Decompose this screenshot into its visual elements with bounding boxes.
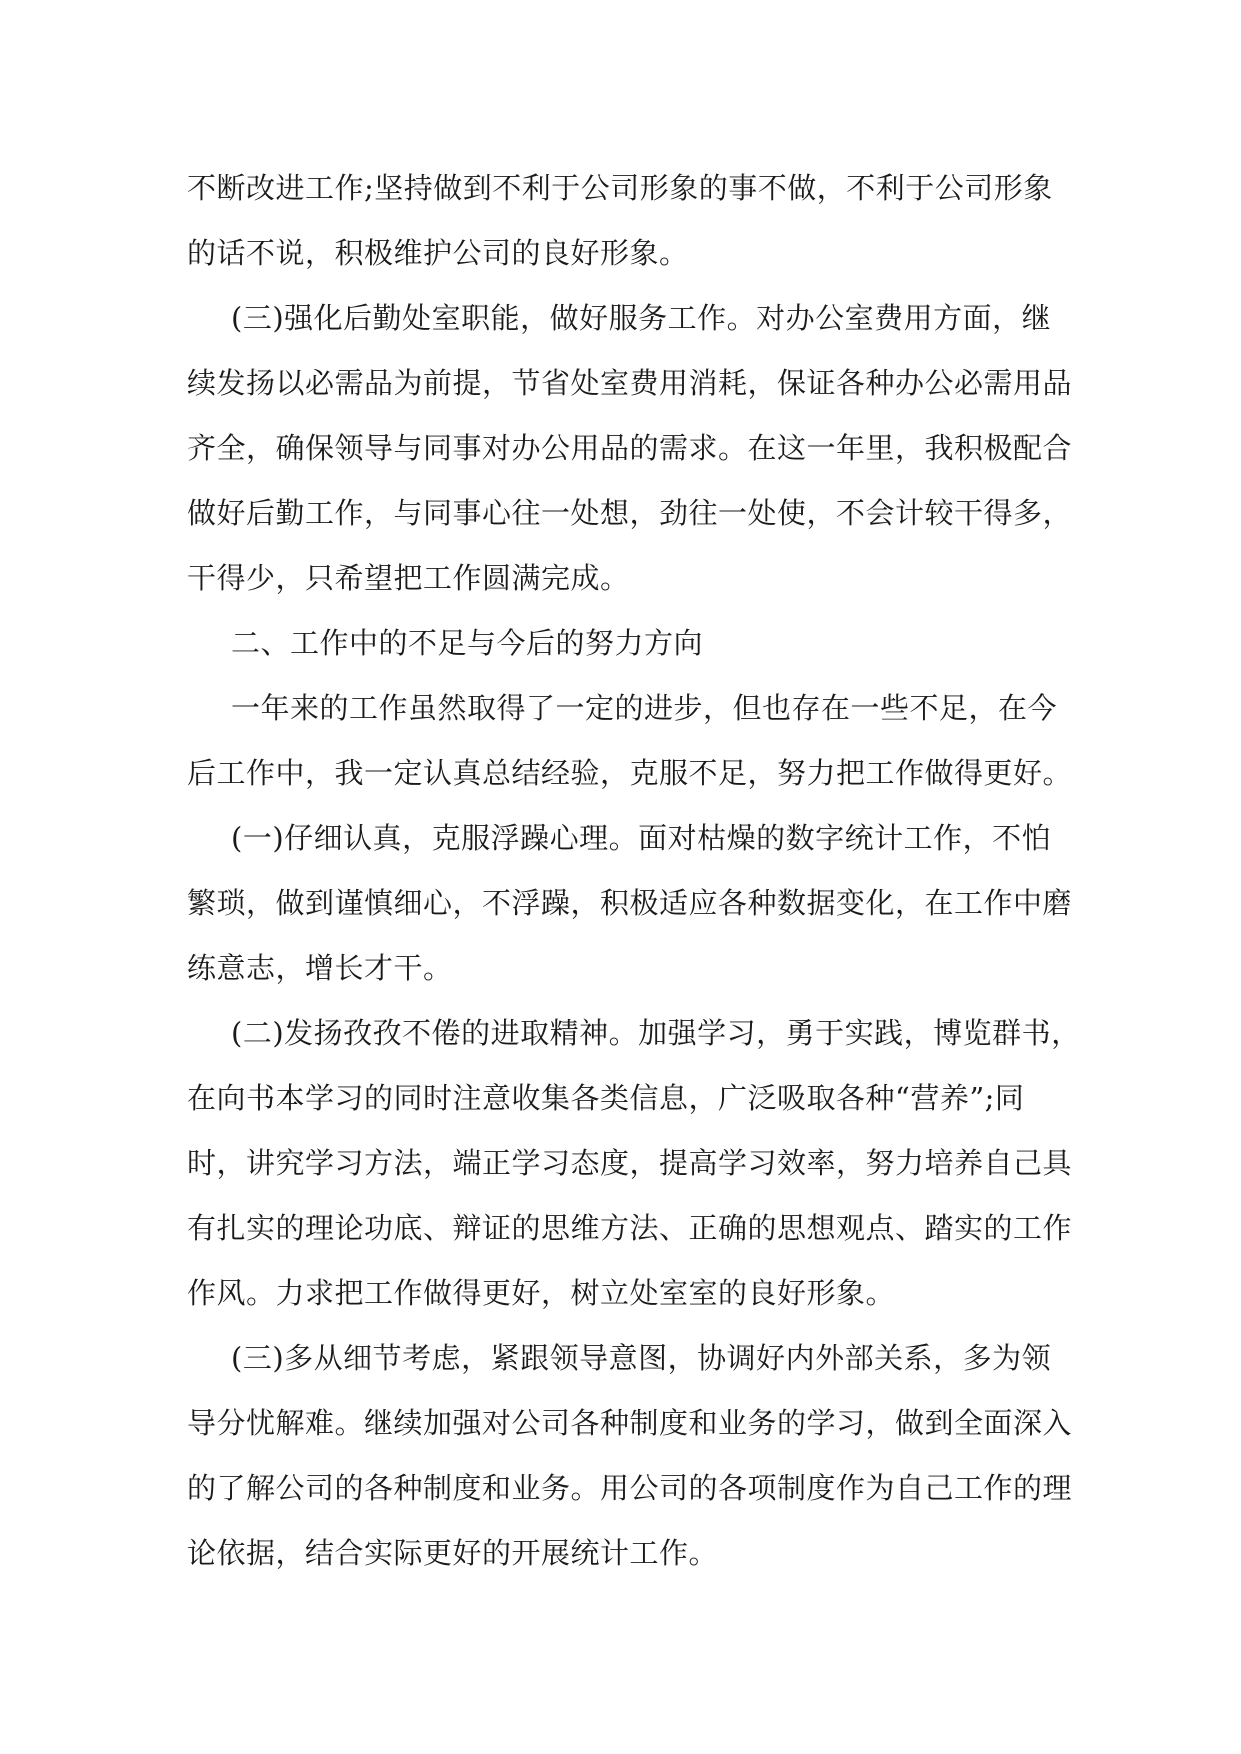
- text-line: 练意志，增长才干。: [187, 951, 453, 985]
- text-line: 不断改进工作;坚持做到不利于公司形象的事不做，不利于公司形象: [187, 171, 1053, 205]
- text-line: 繁琐，做到谨慎细心，不浮躁，积极适应各种数据变化，在工作中磨: [187, 886, 1073, 920]
- text-line: (二)发扬孜孜不倦的进取精神。加强学习，勇于实践，博览群书，: [231, 1016, 1081, 1050]
- text-line: 续发扬以必需品为前提，节省处室费用消耗，保证各种办公必需用品: [187, 366, 1073, 400]
- text-line: 齐全，确保领导与同事对办公用品的需求。在这一年里，我积极配合: [187, 431, 1073, 465]
- text-line: (三)多从细节考虑，紧跟领导意图，协调好内外部关系，多为领: [231, 1341, 1052, 1375]
- text-line: 做好后勤工作，与同事心往一处想，劲往一处使，不会计较干得多，: [187, 496, 1073, 530]
- document-body: [187, 156, 1081, 1586]
- text-line: 干得少，只希望把工作圆满完成。: [187, 561, 630, 595]
- text-line: 作风。力求把工作做得更好，树立处室室的良好形象。: [187, 1276, 896, 1310]
- text-line: 导分忧解难。继续加强对公司各种制度和业务的学习，做到全面深入: [187, 1406, 1073, 1440]
- text-line: 时，讲究学习方法，端正学习态度，提高学习效率，努力培养自己具: [187, 1146, 1073, 1180]
- section-heading: 二、工作中的不足与今后的努力方向: [231, 626, 704, 660]
- text-line: 的了解公司的各种制度和业务。用公司的各项制度作为自己工作的理: [187, 1471, 1073, 1505]
- text-line: 一年来的工作虽然取得了一定的进步，但也存在一些不足，在今: [231, 691, 1058, 725]
- text-line: (一)仔细认真，克服浮躁心理。面对枯燥的数字统计工作，不怕: [231, 821, 1052, 855]
- text-line: 有扎实的理论功底、辩证的思维方法、正确的思想观点、踏实的工作: [187, 1211, 1073, 1245]
- text-line: 后工作中，我一定认真总结经验，克服不足，努力把工作做得更好。: [187, 756, 1073, 790]
- text-line: (三)强化后勤处室职能，做好服务工作。对办公室费用方面，继: [231, 301, 1052, 335]
- text-line: 论依据，结合实际更好的开展统计工作。: [187, 1536, 719, 1570]
- text-line: 在向书本学习的同时注意收集各类信息，广泛吸取各种“营养”;同: [187, 1081, 1025, 1115]
- text-line: 的话不说，积极维护公司的良好形象。: [187, 236, 689, 270]
